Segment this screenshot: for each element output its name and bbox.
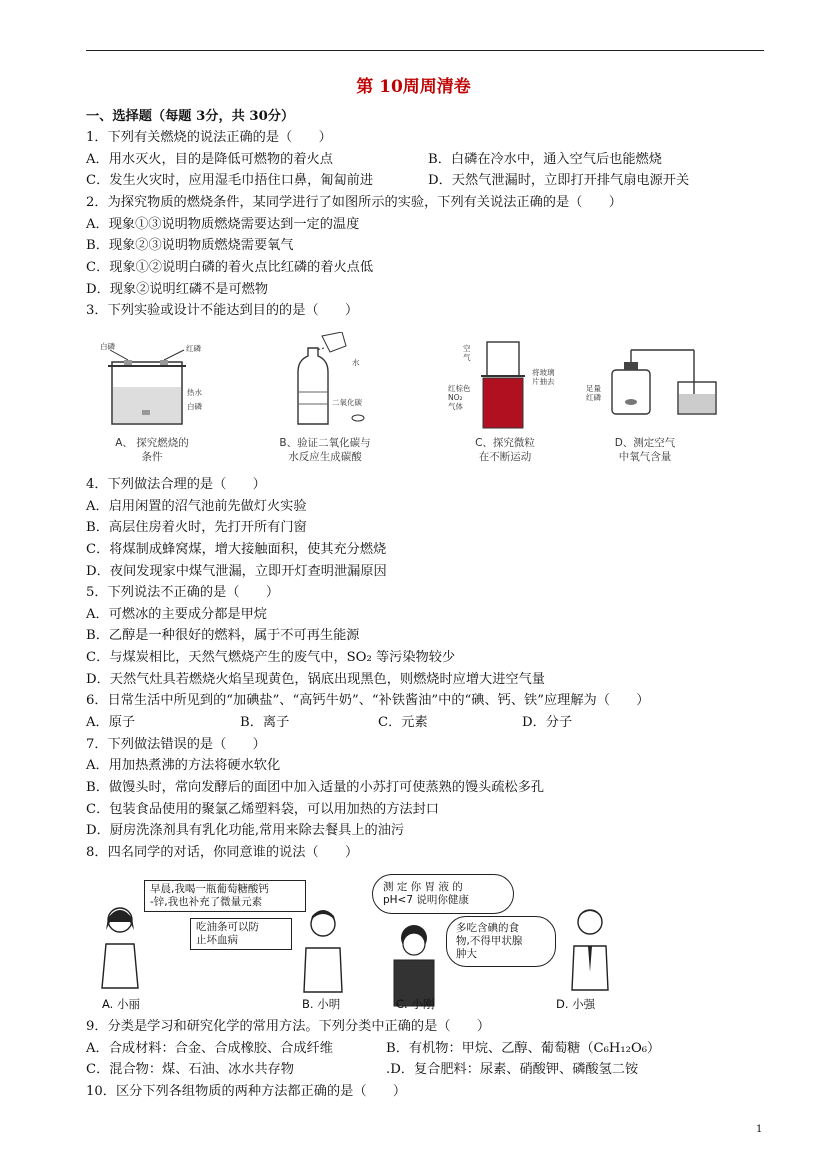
section-heading: 一、选择题（每题 3分，共 30分）	[86, 109, 295, 124]
name-xiaogang: C. 小刚	[396, 997, 435, 1011]
q1-option-d: D．天然气泄漏时，立即打开排气扇电源开关	[428, 173, 690, 188]
q4-option-a: A．启用闲置的沼气池前先做灯火实验	[86, 499, 307, 514]
label-red-phosphorus: 红磷	[186, 344, 201, 353]
q8-figure	[90, 870, 750, 1020]
q8-stem: 8．四名同学的对话，你同意谁的说法（ ）	[86, 845, 359, 860]
caption-c	[445, 436, 565, 464]
q4-option-c: C．将煤制成蜂窝煤，增大接触面积，使其充分燃烧	[86, 542, 387, 557]
q9-option-d: .D．复合肥料：尿素、硝酸钾、磷酸氢二铵	[386, 1062, 639, 1077]
q4-stem: 4．下列做法合理的是（ ）	[86, 477, 266, 492]
speech-bubble-3: 测 定 你 胃 液 的 pH<7 说明你健康	[372, 874, 514, 914]
q2-option-c: C．现象①②说明白磷的着火点比红磷的着火点低	[86, 260, 374, 275]
q10-stem: 10．区分下列各组物质的两种方法都正确的是（ ）	[86, 1084, 407, 1099]
label-hot-water: 热水	[187, 388, 202, 397]
caption-a-line2: 条件	[141, 451, 163, 463]
q1-option-c: C．发生火灾时，应用湿毛巾捂住口鼻，匍匐前进	[86, 173, 374, 188]
q5-option-a: A．可燃冰的主要成分都是甲烷	[86, 607, 267, 622]
q9-option-b: B．有机物：甲烷、乙醇、葡萄糖（C₆H₁₂O₆）	[386, 1041, 661, 1056]
oxygen-apparatus-illustration	[590, 342, 730, 432]
q9-option-c: C．混合物：煤、石油、冰水共存物	[86, 1062, 294, 1077]
label-white-phosphorus-bottom: 白磷	[187, 402, 202, 411]
q1-option-b: B．白磷在冷水中，通入空气后也能燃烧	[428, 152, 662, 167]
label-air: 空 气	[463, 344, 471, 362]
label-water: 水	[352, 358, 360, 367]
q4-option-b: B．高层住房着火时，先打开所有门窗	[86, 520, 307, 535]
q2-option-a: A．现象①③说明物质燃烧需要达到一定的温度	[86, 217, 360, 232]
q5-option-d: D．天然气灶具若燃烧火焰呈现黄色，锅底出现黑色，则燃烧时应增大进空气量	[86, 672, 545, 687]
bottle-illustration	[280, 332, 390, 432]
q9-stem: 9．分类是学习和研究化学的常用方法。下列分类中正确的是（ ）	[86, 1019, 491, 1034]
q7-option-a: A．用加热煮沸的方法将硬水软化	[86, 758, 281, 773]
q6-option-a: A．原子	[86, 715, 136, 730]
caption-b-line2: 水反应生成碳酸	[288, 451, 362, 463]
q3-figure	[90, 332, 730, 472]
caption-a	[92, 436, 212, 464]
q7-option-c: C．包装食品使用的聚氯乙烯塑料袋，可以用加热的方法封口	[86, 802, 439, 817]
q1-stem: 1．下列有关燃烧的说法正确的是（ ）	[86, 130, 332, 145]
q7-option-d: D．厨房洗涤剂具有乳化功能,常用来除去餐具上的油污	[86, 823, 405, 838]
caption-b	[255, 436, 395, 464]
speech-bubble-1: 早晨,我喝一瓶葡萄糖酸钙 -锌,我也补充了微量元素	[144, 880, 306, 912]
q6-option-b: B．离子	[240, 715, 290, 730]
person-xiaoqiang-icon	[566, 902, 616, 992]
q5-option-b: B．乙醇是一种很好的燃料，属于不可再生能源	[86, 628, 360, 643]
caption-c-line2: 在不断运动	[478, 451, 532, 463]
q6-stem: 6．日常生活中所见到的“加碘盐”、“高钙牛奶”、“补铁酱油”中的“碘、钙、铁”应理解为（ ）	[86, 693, 650, 708]
q5-stem: 5．下列说法不正确的是（ ）	[86, 585, 280, 600]
caption-d-line1: D、测定空气	[614, 437, 676, 449]
q4-option-d: D．夜间发现家中煤气泄漏，立即开灯查明泄漏原因	[86, 564, 387, 579]
label-glass-plate: 将玻璃 片抽去	[532, 368, 555, 386]
name-xiaoqiang: D. 小强	[556, 997, 596, 1011]
label-no2: 红棕色 NO₂ 气体	[448, 384, 471, 411]
speech-bubble-2: 吃油条可以防 止坏血病	[190, 918, 292, 950]
page-number: 1	[756, 1124, 763, 1135]
caption-a-line1: A、 探究燃烧的	[115, 437, 189, 449]
page-title: 第 10周周清卷	[356, 77, 471, 97]
q6-option-c: C．元素	[378, 715, 428, 730]
q2-option-d: D．现象②说明红磷不是可燃物	[86, 282, 269, 297]
q9-option-a: A．合成材料：合金、合成橡胶、合成纤维	[86, 1041, 333, 1056]
caption-b-line1: B、验证二氧化碳与	[279, 437, 371, 449]
caption-c-line1: C、探究微粒	[475, 437, 535, 449]
q2-stem: 2．为探究物质的燃烧条件，某同学进行了如图所示的实验，下列有关说法正确的是（ ）	[86, 195, 622, 210]
label-co2: 二氧化碳	[332, 398, 362, 407]
label-red-phosphorus-d: 足量 红磷	[586, 384, 601, 402]
q1-option-a: A．用水灭火，目的是降低可燃物的着火点	[86, 152, 333, 167]
caption-d	[585, 436, 705, 464]
speech-bubble-4: 多吃含碘的食 物,不得甲状腺 肿大	[446, 916, 556, 967]
name-xiaoli: A. 小丽	[102, 997, 140, 1011]
q7-option-b: B．做馒头时，常向发酵后的面团中加入适量的小苏打可使蒸熟的馒头疏松多孔	[86, 780, 545, 795]
caption-d-line2: 中氧气含量	[618, 451, 672, 463]
q3-stem: 3．下列实验或设计不能达到目的的是（ ）	[86, 303, 359, 318]
person-xiaoli-icon	[96, 900, 146, 990]
q5-option-c: C．与煤炭相比，天然气燃烧产生的废气中，SO₂ 等污染物较少	[86, 650, 456, 665]
name-xiaoming: B. 小明	[302, 997, 341, 1011]
q7-stem: 7．下列做法错误的是（ ）	[86, 737, 266, 752]
label-white-phosphorus-top: 白磷	[100, 342, 115, 351]
person-xiaoming-icon	[298, 904, 348, 994]
q2-option-b: B．现象②③说明物质燃烧需要氧气	[86, 238, 294, 253]
q6-option-d: D．分子	[522, 715, 573, 730]
header-rule	[86, 50, 764, 51]
